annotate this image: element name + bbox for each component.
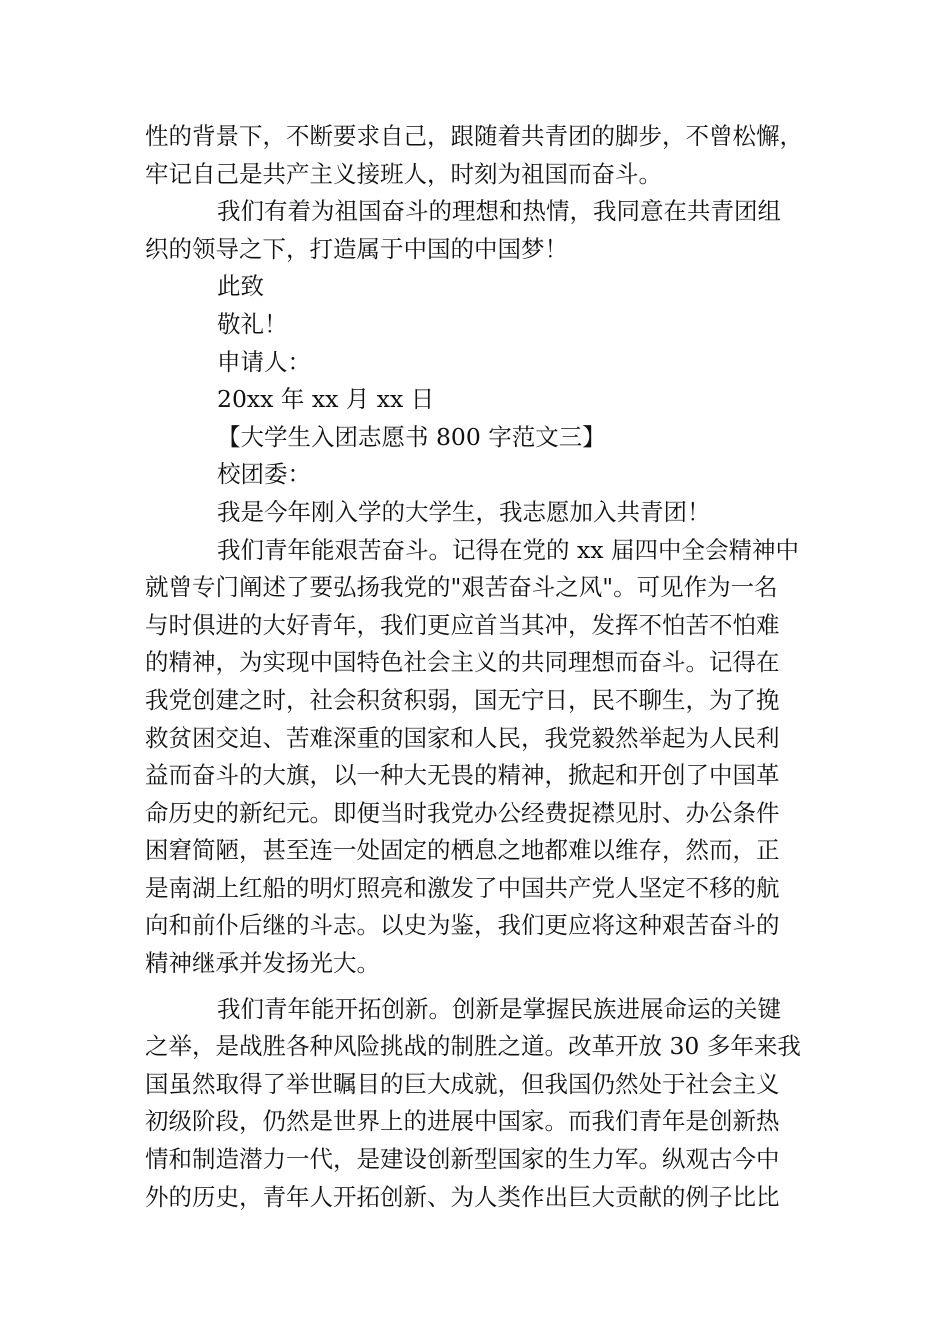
- text-line: 【大学生入团志愿书 800 字范文三】: [217, 422, 606, 451]
- text-line: 困窘简陋，甚至连一处固定的栖息之地都难以维存，然而，正: [145, 836, 780, 865]
- text-line: 牢记自己是共产主义接班人，时刻为祖国而奋斗。: [145, 159, 662, 188]
- document-body: [145, 118, 805, 1216]
- text-line: 就曾专门阐述了要弘扬我党的"艰苦奋斗之风"。可见作为一名: [145, 573, 778, 602]
- text-line: 外的历史，青年人开拓创新、为人类作出巨大贡献的例子比比: [145, 1182, 780, 1211]
- text-line: 是南湖上红船的明灯照亮和激发了中国共产党人坚定不移的航: [145, 873, 780, 902]
- text-line: 敬礼！: [217, 309, 288, 338]
- text-line: 精神继承并发扬光大。: [145, 949, 380, 978]
- text-line: 申请人：: [217, 347, 311, 376]
- text-line: 的精神，为实现中国特色社会主义的共同理想而奋斗。记得在: [145, 648, 780, 677]
- text-line: 之举，是战胜各种风险挑战的制胜之道。改革开放 30 多年来我: [145, 1032, 801, 1061]
- text-line: 益而奋斗的大旗，以一种大无畏的精神，掀起和开创了中国革: [145, 761, 780, 790]
- text-line: 向和前仆后继的斗志。以史为鉴，我们更应将这种艰苦奋斗的: [145, 911, 780, 940]
- text-line: 我是今年刚入学的大学生，我志愿加入共青团！: [217, 497, 711, 526]
- text-line: 性的背景下，不断要求自己，跟随着共青团的脚步，不曾松懈，: [145, 122, 803, 150]
- text-line: 我们青年能开拓创新。创新是掌握民族进展命运的关键: [217, 994, 781, 1023]
- text-line: 我党创建之时，社会积贫积弱，国无宁日，民不聊生，为了挽: [145, 685, 780, 714]
- text-line: 命历史的新纪元。即便当时我党办公经费捉襟见肘、办公条件: [145, 798, 780, 827]
- text-line: 情和制造潜力一代，是建设创新型国家的生力军。纵观古今中: [145, 1145, 780, 1174]
- text-line: 救贫困交迫、苦难深重的国家和人民，我党毅然举起为人民利: [145, 723, 780, 752]
- text-line: 与时俱进的大好青年，我们更应首当其冲，发挥不怕苦不怕难: [145, 610, 780, 639]
- text-line: 此致: [217, 272, 264, 301]
- text-line: 20xx 年 xx 月 xx 日: [217, 385, 435, 414]
- text-line: 国虽然取得了举世瞩目的巨大成就，但我国仍然处于社会主义: [145, 1069, 780, 1098]
- text-line: 我们有着为祖国奋斗的理想和热情，我同意在共青团组: [217, 197, 781, 226]
- text-line: 织的领导之下，打造属于中国的中国梦！: [145, 234, 568, 263]
- text-line: 我们青年能艰苦奋斗。记得在党的 xx 届四中全会精神中: [217, 535, 799, 564]
- text-line: 校团委：: [217, 460, 311, 489]
- text-line: 初级阶段，仍然是世界上的进展中国家。而我们青年是创新热: [145, 1107, 780, 1136]
